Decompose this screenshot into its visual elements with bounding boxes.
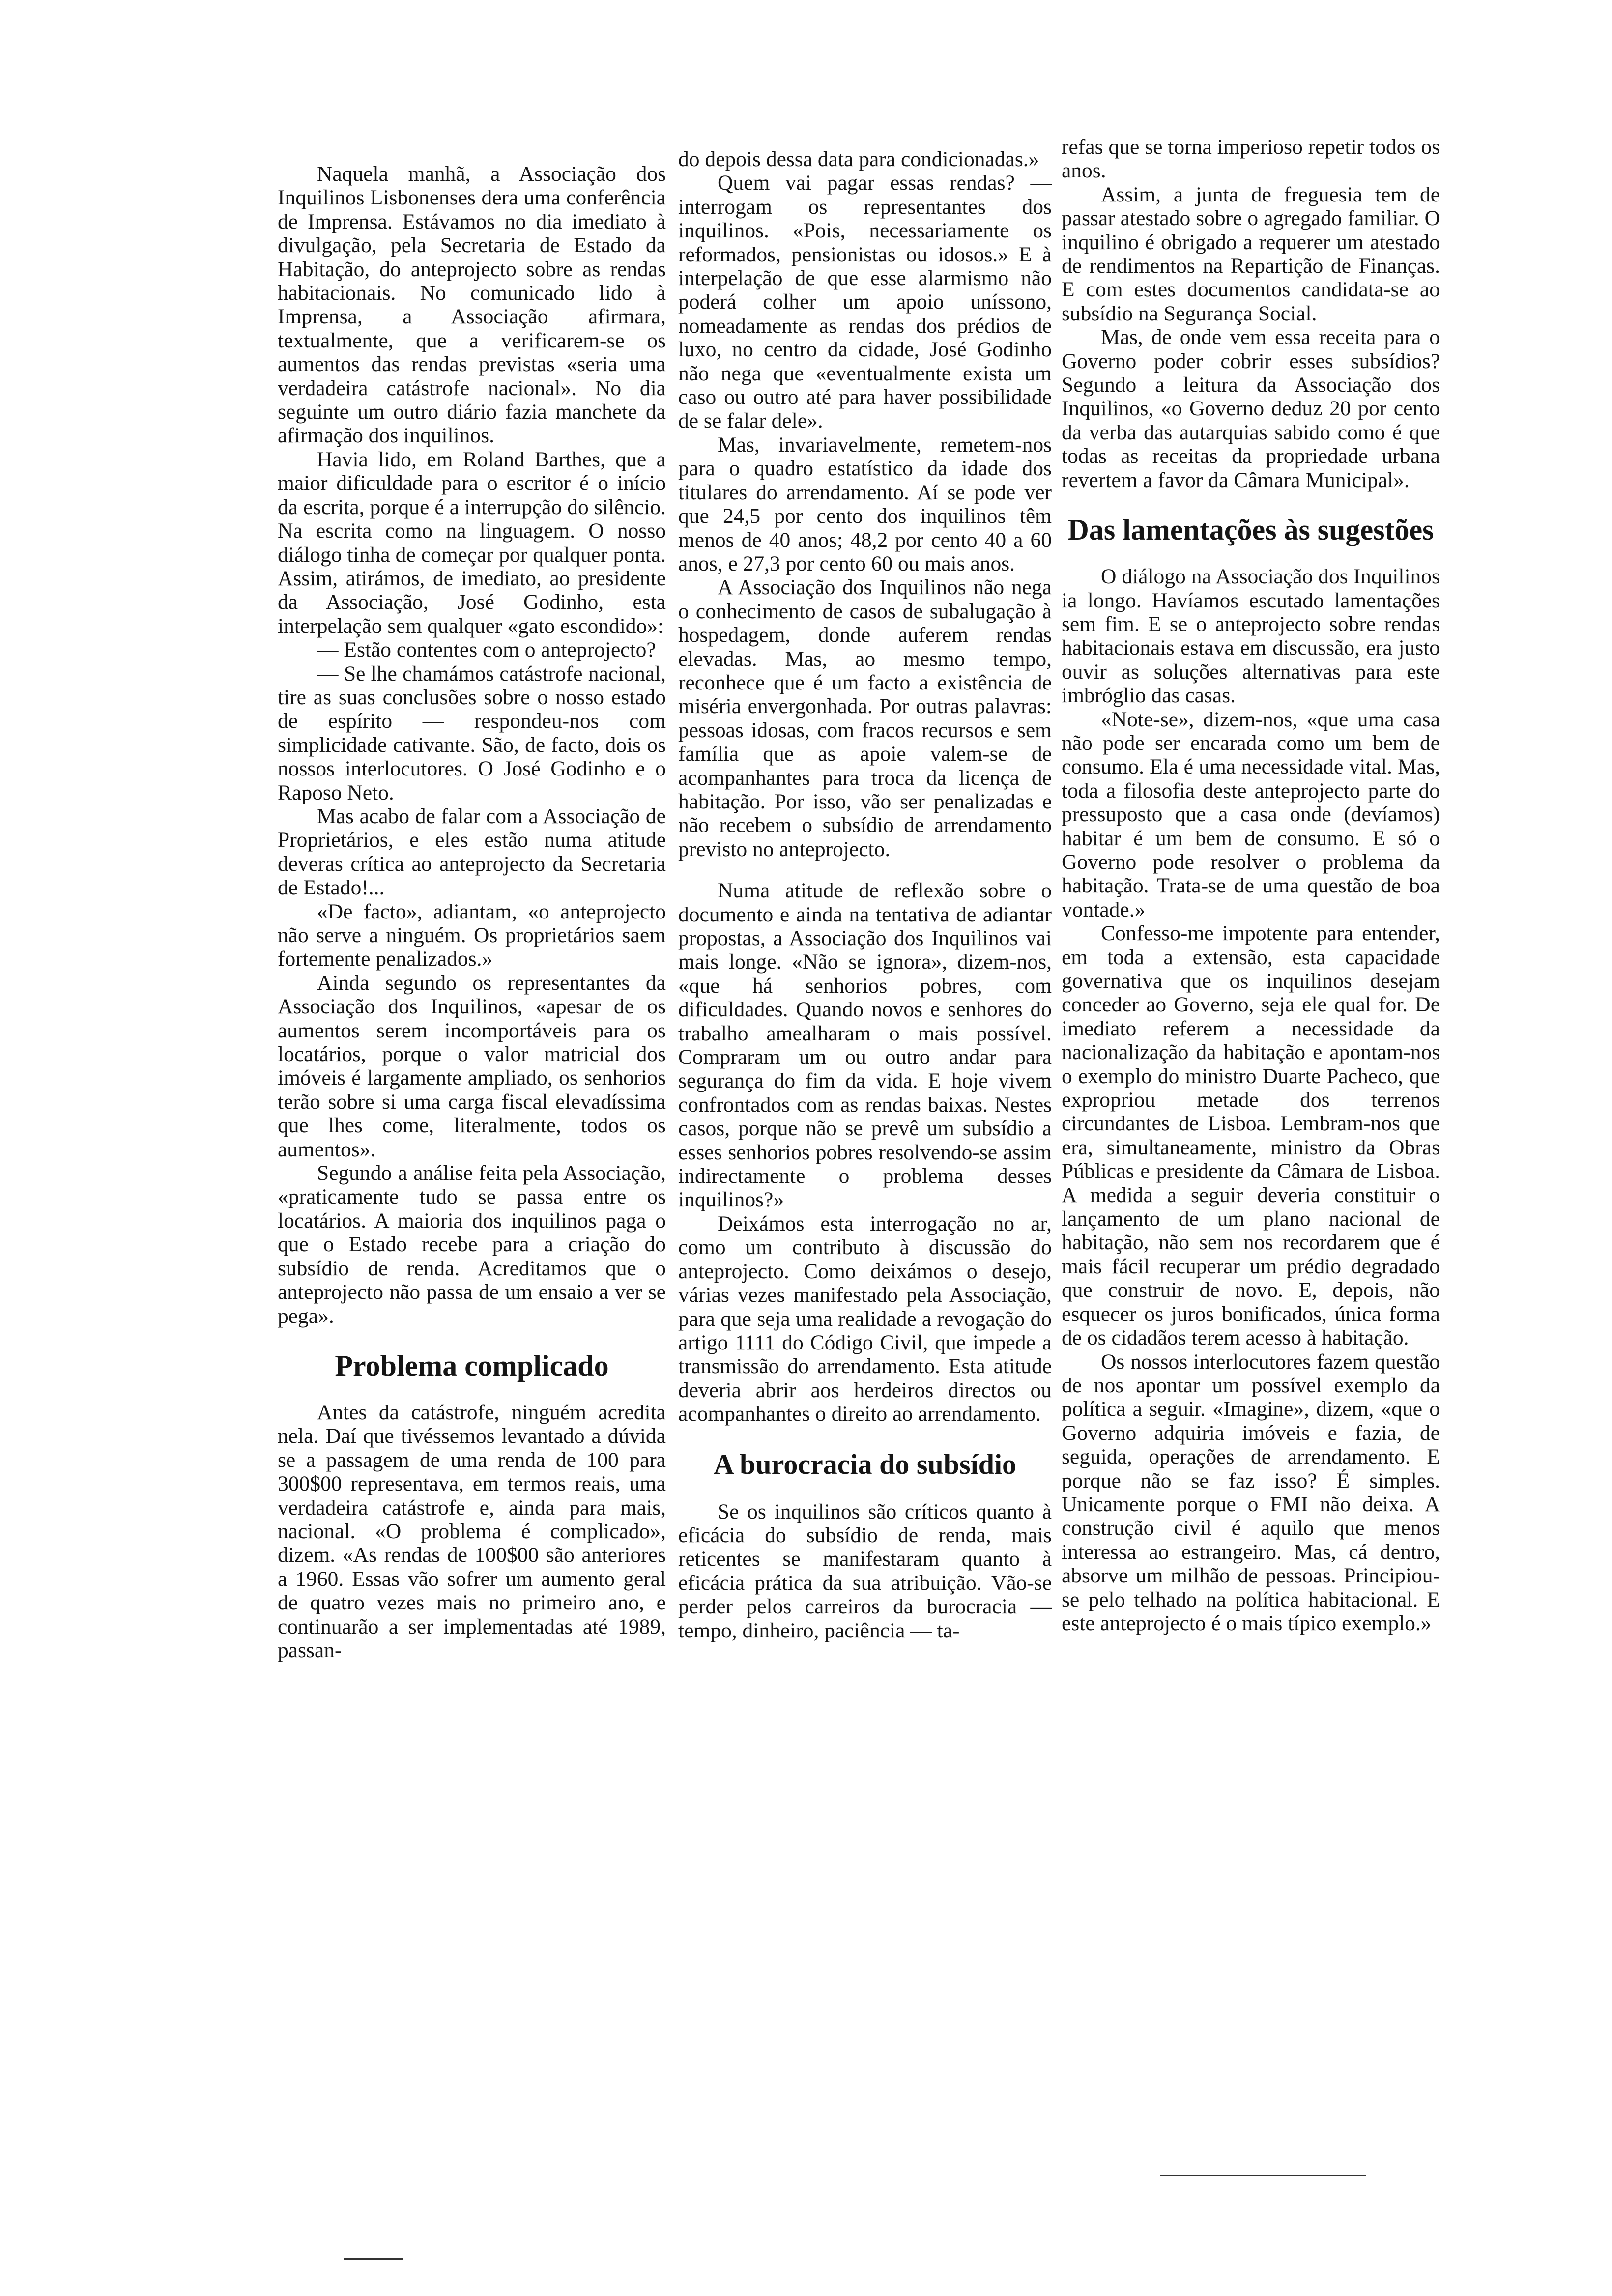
end-rule bbox=[1160, 2175, 1366, 2176]
divider bbox=[344, 2258, 403, 2260]
paragraph: refas que se torna imperioso repetir todos os anos. bbox=[1062, 135, 1440, 183]
article-column-3 bbox=[1062, 135, 1440, 1635]
paragraph: Se os inquilinos são críticos quanto à eficácia do subsídio de renda, mais reticentes se manifestaram quanto à eficácia prática da sua atribuição. Vão-se perder pelos carreiros da burocracia — tempo, dinheiro, paciência — ta- bbox=[678, 1499, 1052, 1642]
paragraph: Quem vai pagar essas rendas? — interrogam os representantes dos inquilinos. «Pois, necessariamente os reformados, pensionistas ou idosos.» E à interpelação de que esse alarmismo não poderá colher um apoio uníssono, nomeadamente as rendas dos prédios de luxo, no centro da cidade, José Godinho não nega que «eventualmente exista um caso ou outro até para haver possibilidade de se falar dele». bbox=[678, 171, 1052, 433]
paragraph: Deixámos esta interrogação no ar, como um contributo à discussão do anteprojecto. Como deixámos o desejo, várias vezes manifestado pela Associação, para que seja uma realidade a revogação do artigo 1111 do Código Civil, que impede a transmissão do arrendamento. Esta atitude deveria abrir aos herdeiros directos ou acompanhantes o direito ao arrendamento. bbox=[678, 1211, 1052, 1426]
paragraph: Os nossos interlocutores fazem questão de nos apontar um possível exemplo da política a seguir. «Imagine», dizem, «que o Governo adquiria imóveis e fazia, de seguida, operações de arrendamento. E porque não se faz isso? É simples. Unicamente porque o FMI não deixa. A construção civil é aquilo que menos interessa ao estrangeiro. Mas, cá dentro, absorve um milhão de pessoas. Principiou-se pelo telhado na política habitacional. E este anteprojecto é o mais típico exemplo.» bbox=[1062, 1349, 1440, 1635]
spacer bbox=[678, 861, 1052, 879]
paragraph: Havia lido, em Roland Barthes, que a maior dificuldade para o escritor é o início da escrita, porque é a interrupção do silêncio. Na escrita como na linguagem. O nosso diálogo tinha de começar por qualquer ponta. Assim, atirámos, de imediato, ao presidente da Associação, José Godinho, esta interpelação sem qualquer «gato escondido»: bbox=[278, 447, 666, 638]
paragraph: Numa atitude de reflexão sobre o documento e ainda na tentativa de adiantar propostas, a Associação dos Inquilinos vai mais longe. «Não se ignora», dizem-nos, «que há senhorios pobres, com dificuldades. Quando novos e senhores do trabalho amealharam o mais possível. Compraram um ou outro andar para segurança do fim da vida. E hoje vivem confrontados com as rendas baixas. Nestes casos, porque não se prevê um subsídio a esses senhorios pobres resolvendo-se assim indirectamente o problema desses inquilinos?» bbox=[678, 879, 1052, 1212]
paragraph: Naquela manhã, a Associação dos Inquilinos Lisbonenses dera uma conferência de Imprensa. Estávamos no dia imediato à divulgação, pela Secretaria de Estado da Habitação, do anteprojecto sobre as rendas habitacionais. No comunicado lido à Imprensa, a Associação afirmara, textualmente, que a verificarem-se os aumentos das rendas previstas «seria uma verdadeira catástrofe nacional». No dia seguinte um outro diário fazia manchete da afirmação dos inquilinos. bbox=[278, 162, 666, 448]
paragraph: Mas acabo de falar com a Associação de Proprietários, e eles estão numa atitude deveras crítica ao anteprojecto da Secretaria de Estado!... bbox=[278, 804, 666, 900]
paragraph: Ainda segundo os representantes da Associação dos Inquilinos, «apesar de os aumentos serem incomportáveis para os locatários, porque o valor matricial dos imóveis é largamente ampliado, os senhorios terão sobre si uma carga fiscal elevadíssima que lhes come, literalmente, todos os aumentos». bbox=[278, 971, 666, 1161]
article-column-1 bbox=[278, 162, 666, 1662]
paragraph: do depois dessa data para condicionadas.» bbox=[678, 147, 1039, 171]
paragraph: Mas, invariavelmente, remetem-nos para o quadro estatístico da idade dos titulares do arrendamento. Aí se pode ver que 24,5 por cento dos inquilinos têm menos de 40 anos; 48,2 por cento 40 a 60 anos, e 27,3 por cento 60 ou mais anos. bbox=[678, 432, 1052, 575]
paragraph: Confesso-me impotente para entender, em toda a extensão, esta capacidade governativa que os inquilinos desejam conceder ao Governo, seja ele qual for. De imediato referem a necessidade da nacionalização da habitação e apontam-nos o exemplo do ministro Duarte Pacheco, que expropriou metade dos terrenos circundantes de Lisboa. Lembram-nos que era, simultaneamente, ministro da Obras Públicas e presidente da Câmara de Lisboa. A medida a seguir deveria constituir o lançamento de um plano nacional de habitação, não sem nos recordarem que é mais fácil recuperar um prédio degradado que construir de novo. E, depois, não esquecer os juros bonificados, única forma de os cidadãos terem acesso à habitação. bbox=[1062, 921, 1440, 1350]
section-heading: Problema complicado bbox=[335, 1349, 609, 1382]
paragraph: O diálogo na Associação dos Inquilinos ia longo. Havíamos escutado lamentações sem fim. E se o anteprojecto sobre rendas habitacionais estava em discussão, era justo ouvir as soluções alternativas para este imbróglio das casas. bbox=[1062, 565, 1440, 708]
paragraph: — Se lhe chamámos catástrofe nacional, tire as suas conclusões sobre o nosso estado de espírito — respondeu-nos com simplicidade cativante. São, de facto, dois os nossos interlocutores. O José Godinho e o Raposo Neto. bbox=[278, 661, 666, 804]
paragraph: — Estão contentes com o anteprojecto? bbox=[317, 638, 656, 662]
section-heading: A burocracia do subsídio bbox=[713, 1448, 1017, 1480]
section-heading: Das lamentações às sugestões bbox=[1067, 514, 1434, 546]
paragraph: «Note-se», dizem-nos, «que uma casa não pode ser encarada como um bem de consumo. Ela é uma necessidade vital. Mas, toda a filosofia deste anteprojecto parte do pressuposto que a casa onde (devíamos) habitar é um bem de consumo. E só o Governo pode resolver o problema da habitação. Trata-se de uma questão de boa vontade.» bbox=[1062, 707, 1440, 921]
article-column-2 bbox=[678, 147, 1052, 1642]
paragraph: Segundo a análise feita pela Associação, «praticamente tudo se passa entre os locatários. A maioria dos inquilinos paga o que o Estado recebe para a criação do subsídio de renda. Acreditamos que o anteprojecto não passa de um ensaio a ver se pega». bbox=[278, 1161, 666, 1328]
paragraph: «De facto», adiantam, «o anteprojecto não serve a ninguém. Os proprietários saem fortemente penalizados.» bbox=[278, 899, 666, 971]
paragraph: Mas, de onde vem essa receita para o Governo poder cobrir esses subsídios? Segundo a leitura da Associação dos Inquilinos, «o Governo deduz 20 por cento da verba das autarquias sabido como é que todas as receitas da propriedade urbana revertem a favor da Câmara Municipal». bbox=[1062, 325, 1440, 492]
paragraph: A Associação dos Inquilinos não nega o conhecimento de casos de subalugação à hospedagem, donde auferem rendas elevadas. Mas, ao mesmo tempo, reconhece que é um facto a existência de miséria envergonhada. Por outras palavras: pessoas idosas, com fracos recursos e sem família que as apoie valem-se de acompanhantes para troca da licença de habitação. Por isso, vão ser penalizadas e não recebem o subsídio de arrendamento previsto no anteprojecto. bbox=[678, 575, 1052, 861]
paragraph: Antes da catástrofe, ninguém acredita nela. Daí que tivéssemos levantado a dúvida se a passagem de uma renda de 100 para 300$00 representava, em termos reais, uma verdadeira catástrofe e, ainda para mais, nacional. «O problema é complicado», dizem. «As rendas de 100$00 são anteriores a 1960. Essas vão sofrer um aumento geral de quatro vezes mais no primeiro ano, e continuarão a ser implementadas até 1989, passan- bbox=[278, 1400, 666, 1662]
paragraph: Assim, a junta de freguesia tem de passar atestado sobre o agregado familiar. O inquilino é obrigado a requerer um atestado de rendimentos na Repartição de Finanças. E com estes documentos candidata-se ao subsídio na Segurança Social. bbox=[1062, 182, 1440, 325]
